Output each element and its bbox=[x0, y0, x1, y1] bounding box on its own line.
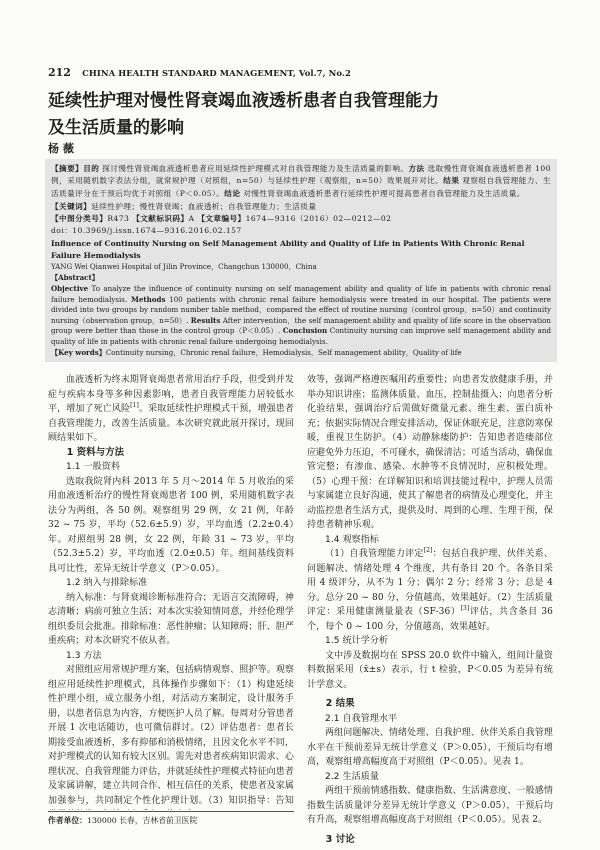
abstract-cn-objective: 探讨慢性肾衰竭血液透析患者应用延续性护理模式对自我管理能力及生活质量的影响。 bbox=[102, 164, 409, 173]
clc-value: R473 bbox=[107, 214, 130, 223]
subsection-heading-1-2: 1.2 纳入与排除标准 bbox=[66, 578, 148, 588]
english-title: Influence of Continuity Nursing on Self Management Ability and Quality of Life in Patients With Chronic Renal Failure Hemodialysis bbox=[51, 239, 525, 260]
classification-line bbox=[51, 213, 551, 225]
subsection-heading-1-5: 1.5 统计学分析 bbox=[325, 636, 389, 646]
intro-text-a: 血液透析为终末期肾衰竭患者常用治疗手段，但受到并发症与疾病本身等多种因素影响，患者自我管理能力居较低水平，增加了死亡风险 bbox=[48, 375, 294, 414]
affiliation-text: 130000 长春，吉林省前卫医院 bbox=[86, 816, 198, 825]
en-results: After intervention，the self management ability and quality of life score in the observation group were better than those in the control group（P＜0.05）. bbox=[51, 315, 551, 336]
running-header bbox=[48, 61, 548, 77]
abstract-cn-methods: 选取慢性肾衰竭血液透析患者 100 例，采用随机数字表法分组，就常规护理（对照组，n=50）与延续性护理（观察组，n=50）效果展开对比。 bbox=[51, 164, 551, 186]
section-heading-1: 1 资料与方法 bbox=[66, 446, 125, 458]
citation-1: [1] bbox=[130, 402, 139, 409]
author: 杨 薇 bbox=[48, 142, 74, 155]
subsection-heading-1-1: 1.1 一般资料 bbox=[66, 462, 120, 472]
clc-label: 【中图分类号】 bbox=[51, 214, 108, 223]
en-objective: To analyze the influence of continuity nursing on self management ability and quality of life in patients with chronic renal failure hemodialysis. bbox=[51, 284, 551, 304]
abstract-cn-label: 【摘要】 bbox=[51, 164, 84, 173]
paragraph-2-2: 两组干预前情感指数、健康指数、生活满意度、一般感情指数生活质量评分差异无统计学意义（P＞0.05），干预后均有升高，观察组增高幅度高于对照组（P＜0.05）。见表 2。 bbox=[307, 786, 553, 825]
abstract-cn-results-label: 结果 bbox=[443, 176, 460, 186]
subsection-heading-2-1: 2.1 自我管理水平 bbox=[325, 713, 398, 724]
paragraph-1-2: 纳入标准：与肾衰竭诊断标准符合；无语言交流障碍，神志清晰；病前可独立生活；对本次实验知情同意，并经伦理学组织委员会批准。排除标准：恶性肿瘤；认知障碍；肝、胆严重疾病；对本次研究不依从者。 bbox=[48, 592, 294, 646]
en-methods-label: Methods bbox=[131, 294, 166, 304]
subsection-heading-1-4: 1.4 观察指标 bbox=[325, 534, 379, 545]
article-title bbox=[48, 88, 553, 142]
subsection-heading-1-3: 1.3 方法 bbox=[66, 650, 102, 661]
english-abstract bbox=[51, 284, 551, 348]
author-affiliation-footnote bbox=[48, 815, 294, 827]
en-methods: 100 patients with chronic renal failure hemodialysis were treated in our hospital. The patients were divided into two groups by random number table method，compared the effect of routine nursing（control group，n=50）and continuity nursing（observation group，n=50）. bbox=[51, 294, 551, 325]
paragraph-1-3-part-b: 效等，强调严格遵医嘱用药重要性；向患者发放健康手册，并举办知识讲座；监测体质量、血压，控制盐摄入；向患者分析化验结果，强调治疗后需做好微量元素、维生素、蛋白质补充；依据实际情况合理安排活动，保证休眠充足，注意防寒保暖，重视卫生防护。（4）动静脉瘘防护：告知患者造瘘部位应避免外力压迫，不可碰水，确保清洁；可适当活动，确保血管完整；有渗血、感染、水肿等不良情况时，应积极处理。（5）心理干预：在详解知识和培训技能过程中，护理人员需与家属建立良好沟通，使其了解患者的病情及心理变化，并主动监控患者生活方式，提供及时、周到的心理、生理干预，保持患者精神乐观。 bbox=[307, 375, 553, 530]
body-column-right bbox=[307, 373, 553, 843]
article-no-label: 【文章编号】 bbox=[197, 214, 246, 223]
paragraph-1-3-part-a: 对照组应用常规护理方案，包括病情观察、照护等。观察组应用延续性护理模式，具体操作步骤如下：（1）构建延续性护理小组，成立服务小组，对活动方案制定，设计服务手册，以患者信息为内容，方便医护人员了解。每周对分管患者开展 1 次电话随访，也可微信群讨。（2）评估患者：患者长期接受血液透析，多有抑郁和消极情绪，且因文化水平不同，对护理模式的认知有较大区别。需先对患者疾病知识需求、心理状况、自我管理能力评估，并就延续性护理模式特征向患者及家属讲解，建立共同合作、相互信任的关系，使患者及家属加强参与，共同制定个性化护理计划。（3）知识指导：告知 bbox=[48, 665, 294, 806]
citation-3: [3] bbox=[460, 605, 470, 612]
citation-2: [2] bbox=[423, 547, 433, 554]
affiliation-label: 作者单位： bbox=[48, 816, 87, 825]
abstract-cn bbox=[51, 163, 551, 200]
article-no-value: 1674—9316（2016）02—0212—02 bbox=[245, 214, 392, 223]
abstract-cn-results: 观察组自我管理能力、生活质量评分在干预后均优于对照组（P＜0.05）。 bbox=[51, 176, 551, 198]
paragraph-1-4-text-c: 评估，共含条目 36 个，每个 0 ~ 100 分，分值越高，效果越好。 bbox=[307, 607, 553, 632]
english-keywords bbox=[51, 348, 551, 359]
en-results-label: Results bbox=[190, 315, 221, 325]
page-number: 212 bbox=[48, 66, 71, 77]
paragraph-1-4-text-a: （1）自我管理能力评定 bbox=[325, 549, 424, 559]
en-conclusion: Continuity nursing can improve self management ability and quality of life in patients with chronic renal failure undergoing hemodialysis. bbox=[51, 326, 551, 346]
abstract-cn-conclusion: 对慢性肾衰竭血液透析患者行延续性护理可提高患者自我管理能力及生活质量。 bbox=[243, 188, 525, 198]
keywords-cn-label: 【关键词】 bbox=[51, 202, 92, 211]
abstract-cn-methods-label: 方法 bbox=[408, 164, 425, 173]
keywords-cn bbox=[51, 201, 551, 213]
abstract-cn-conclusion-label: 结论 bbox=[224, 188, 241, 198]
english-abstract-label: 【Abstract】 bbox=[51, 273, 99, 282]
footnote-rule bbox=[48, 811, 294, 812]
en-objective-label: Objective bbox=[51, 284, 89, 293]
section-heading-2: 2 结果 bbox=[325, 698, 355, 709]
paragraph-1-4 bbox=[307, 547, 553, 634]
paragraph-1-5: 文中涉及数据均在 SPSS 20.0 软件中输入，组间计量资料数据采用（x̄±s）表示，行 t 检验，P＜0.05 为差异有统计学意义。 bbox=[307, 650, 553, 690]
intro-text-b: 。采取延续性护理模式干预，增强患者自我管理能力，改善生活质量。本次研究就此展开探讨，现回顾结果如下。 bbox=[48, 404, 294, 443]
body-column-left bbox=[48, 373, 294, 810]
section-heading-3: 3 讨论 bbox=[325, 833, 355, 843]
intro-paragraph bbox=[48, 373, 294, 446]
abstract-cn-objective-label: 目的 bbox=[83, 164, 100, 173]
en-keywords-label: 【Key words】 bbox=[51, 348, 106, 357]
article-title-line-2: 及生活质量的影响 bbox=[48, 118, 184, 138]
keywords-cn-text: 延续性护理；慢性肾衰竭；血液透析；自我管理能力；生活质量 bbox=[91, 202, 317, 211]
en-keywords-text: Continuity nursing，Chronic renal failure，Hemodialysis，Self management ability，Quality of life bbox=[105, 348, 462, 357]
doi: doi：10.3969/j.issn.1674—9316.2016.02.157 bbox=[51, 226, 242, 235]
paragraph-1-1: 选取我院肾内科 2013 年 5 月～2014 年 5 月收治的采用血液透析治疗的慢性肾衰竭患者 100 例，采用随机数字表法分为两组，各 50 例。观察组男 29 例，女 21 例，年龄 32 ~ 75 岁，平均（52.6±5.9）岁，平均血透（2.2±0.4）年。对照组男 28 例，女 22 例，年龄 31 ~ 73 岁，平均（52.3±5.2）岁，平均血透（2.0±0.5）年。组间基线资料具可比性，差异无统计学意义（P＞0.05）。 bbox=[48, 476, 294, 574]
abstract-box bbox=[45, 159, 557, 362]
subsection-heading-2-2: 2.2 生活质量 bbox=[325, 771, 379, 782]
en-conclusion-label: Conclusion bbox=[282, 326, 328, 336]
article-title-line-1: 延续性护理对慢性肾衰竭血液透析患者自我管理能力 bbox=[48, 91, 439, 111]
paragraph-2-1: 两组问题解决、情绪处理、自我护理、伙伴关系自我管理水平在干预前差异无统计学意义（P＞0.05），干预后均有增高，观察组增高幅度高于对照组（P＜0.05）。见表 1。 bbox=[307, 728, 553, 767]
paragraph-1-4-text-b: ：包括自我护理、伙伴关系、问题解决、情绪处理 4 个维度，共有条目 20 个。各条目采用 4 级评分，从不为 1 分；偶尔 2 分；经常 3 分；总是 4 分。总分 20 ~ 80 分，分值越高，效果越好。（2）生活质量评定：采用健康测量量表（SF-36） bbox=[307, 549, 553, 617]
doc-code-label: 【文献标识码】 bbox=[132, 214, 189, 223]
journal-name: CHINA HEALTH STANDARD MANAGEMENT, Vol.7, No.2 bbox=[82, 68, 351, 77]
doc-code-value: A bbox=[188, 214, 195, 223]
english-affiliation: YANG Wei Qianwei Hospital of Jilin Province，Changchun 130000，China bbox=[51, 262, 317, 271]
